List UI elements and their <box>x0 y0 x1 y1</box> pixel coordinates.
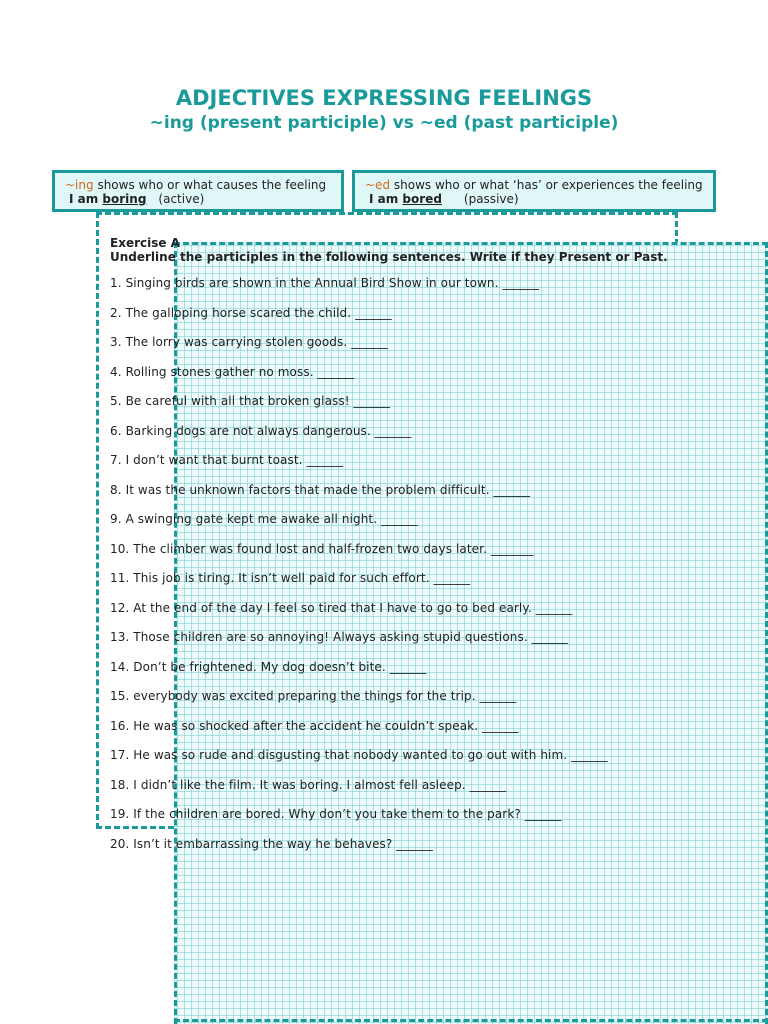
exercise-item: 7. I don’t want that burnt toast. ______ <box>110 453 344 467</box>
exercise-item: 14. Don’t be frightened. My dog doesn’t bite. ______ <box>110 659 427 674</box>
exercise-item: 6. Barking dogs are not always dangerous. ______ <box>110 423 412 438</box>
ing-rule-box <box>52 170 344 212</box>
ed-rule-box <box>352 170 716 212</box>
exercise-item: 16. He was so shocked after the accident he couldn’t speak. ______ <box>110 718 519 733</box>
exercise-item: 15. everybody was excited preparing the things for the trip. ______ <box>110 689 517 703</box>
exercise-item: 3. The lorry was carrying stolen goods. ______ <box>110 335 388 349</box>
exercise-item: 1. Singing birds are shown in the Annual Bird Show in our town. ______ <box>110 276 540 290</box>
ed-example-prefix: I am <box>369 192 403 206</box>
ing-rule-text: shows who or what causes the feeling <box>93 178 327 192</box>
ed-suffix: ~ed <box>365 178 391 192</box>
exercise-item: 18. I didn’t like the film. It was boring. I almost fell asleep. ______ <box>110 777 507 792</box>
exercise-item: 19. If the children are bored. Why don’t you take them to the park? ______ <box>110 807 562 821</box>
exercise-item: 8. It was the unknown factors that made the problem difficult. ______ <box>110 482 531 497</box>
ing-example-line <box>65 192 331 206</box>
ed-rule-text: shows who or what ‘has’ or experiences the feeling <box>390 178 703 192</box>
ing-example-prefix: I am <box>69 192 103 206</box>
exercise-instruction: Underline the participles in the following sentences. Write if they Present or Past. <box>110 250 668 264</box>
ing-example-tag: (active) <box>158 192 205 206</box>
worksheet-subtitle: ~ing (present participle) vs ~ed (past participle) <box>149 113 619 133</box>
exercise-item: 13. Those children are so annoying! Always asking stupid questions. ______ <box>110 630 569 644</box>
ed-example-line <box>365 192 703 206</box>
exercise-item: 5. Be careful with all that broken glass! ______ <box>110 394 391 408</box>
ed-example-tag: (passive) <box>463 192 519 206</box>
worksheet-title: ADJECTIVES EXPRESSING FEELINGS <box>175 86 593 110</box>
exercise-title: Exercise A <box>110 236 180 250</box>
exercise-items <box>110 276 730 866</box>
exercise-item: 10. The climber was found lost and half-frozen two days later. _______ <box>110 541 534 556</box>
ing-rule-line <box>65 178 331 192</box>
exercise-item: 9. A swinging gate kept me awake all night. ______ <box>110 512 418 526</box>
ed-rule-line <box>365 178 703 192</box>
ing-suffix: ~ing <box>65 178 94 192</box>
ing-example-word: boring <box>102 192 147 206</box>
grid-overlay-bottom-edge <box>174 1019 768 1022</box>
exercise-item: 2. The galloping horse scared the child. ______ <box>110 305 392 320</box>
exercise-item: 11. This job is tiring. It isn’t well paid for such effort. ______ <box>110 571 471 585</box>
ed-example-word: bored <box>402 192 442 206</box>
exercise-item: 20. Isn’t it embarrassing the way he behaves? ______ <box>110 836 433 851</box>
exercise-section <box>110 236 730 866</box>
exercise-item: 4. Rolling stones gather no moss. ______ <box>110 364 355 379</box>
exercise-item: 17. He was so rude and disgusting that nobody wanted to go out with him. ______ <box>110 748 608 762</box>
exercise-item: 12. At the end of the day I feel so tired that I have to go to bed early. ______ <box>110 600 573 615</box>
